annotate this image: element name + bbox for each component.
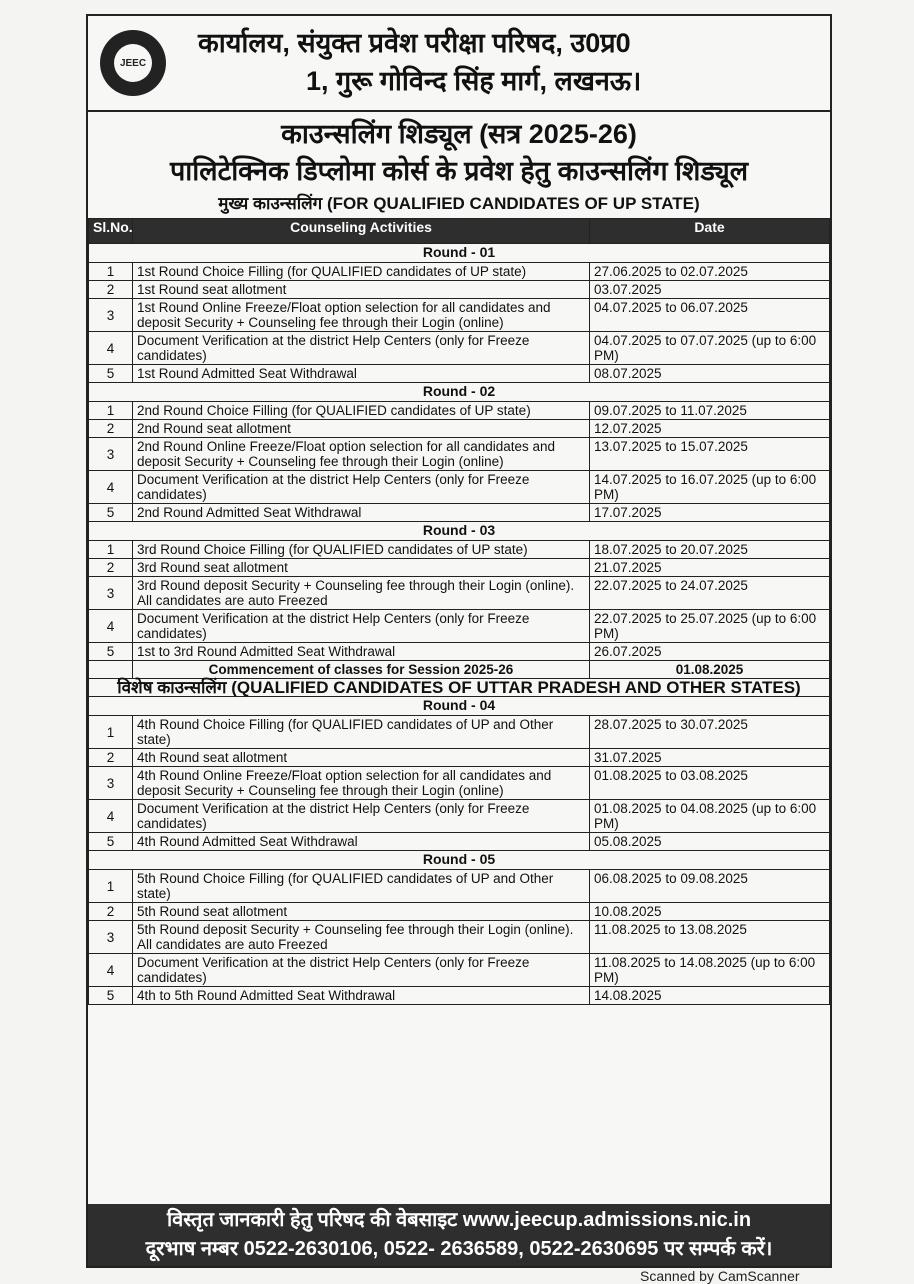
round-title: Round - 05 [89, 851, 830, 870]
cell-activity: Document Verification at the district Help Centers (only for Freeze candidates) [133, 332, 590, 365]
table-row [89, 903, 830, 921]
cell-sl-no: 1 [89, 402, 133, 420]
table-row [89, 800, 830, 833]
table-row [89, 870, 830, 903]
commencement-date: 01.08.2025 [590, 661, 830, 679]
cell-date: 18.07.2025 to 20.07.2025 [590, 541, 830, 559]
office-street: 1, गुरू गोविन्द सिंह मार्ग, लखनऊ। [306, 66, 642, 96]
cell-date: 21.07.2025 [590, 559, 830, 577]
table-row [89, 504, 830, 522]
cell-activity: 2nd Round seat allotment [133, 420, 590, 438]
commencement-row [89, 661, 830, 679]
table-row [89, 299, 830, 332]
cell-date: 22.07.2025 to 25.07.2025 (up to 6:00 PM) [590, 610, 830, 643]
cell-sl-no: 3 [89, 438, 133, 471]
table-row [89, 471, 830, 504]
cell-sl-no: 5 [89, 365, 133, 383]
cell-date: 28.07.2025 to 30.07.2025 [590, 716, 830, 749]
table-row [89, 954, 830, 987]
cell-sl-no: 5 [89, 987, 133, 1005]
table-row [89, 438, 830, 471]
table-row [89, 402, 830, 420]
cell-sl-no: 4 [89, 954, 133, 987]
cell-activity: 2nd Round Online Freeze/Float option selection for all candidates and deposit Security + Counseling fee through their Login (online) [133, 438, 590, 471]
table-row [89, 332, 830, 365]
cell-activity: 5th Round Choice Filling (for QUALIFIED candidates of UP and Other state) [133, 870, 590, 903]
cell-sl-no: 2 [89, 420, 133, 438]
special-counseling-heading: विशेष काउन्सलिंग (QUALIFIED CANDIDATES OF UTTAR PRADESH AND OTHER STATES) [89, 679, 830, 697]
cell-date: 03.07.2025 [590, 281, 830, 299]
cell-activity: 5th Round deposit Security + Counseling fee through their Login (online). All candidates are auto Freezed [133, 921, 590, 954]
round-title: Round - 01 [89, 244, 830, 263]
cell-activity: 4th Round seat allotment [133, 749, 590, 767]
contact-footer [88, 1204, 830, 1266]
cell-sl-no: 4 [89, 332, 133, 365]
table-row [89, 577, 830, 610]
round-heading-row [89, 697, 830, 716]
cell-sl-no: 3 [89, 577, 133, 610]
phone-line: दूरभाष नम्बर 0522-2630106, 0522- 2636589, 0522-2630695 पर सम्पर्क करें। [145, 1238, 773, 1260]
cell-sl-no: 2 [89, 281, 133, 299]
schedule-subtitle: पालिटेक्निक डिप्लोमा कोर्स के प्रवेश हेतु काउन्सलिंग शिड्यूल [169, 156, 749, 186]
cell-sl-no: 3 [89, 921, 133, 954]
cell-date: 12.07.2025 [590, 420, 830, 438]
notice-header [88, 16, 830, 112]
cell-date: 09.07.2025 to 11.07.2025 [590, 402, 830, 420]
table-row [89, 643, 830, 661]
commencement-label: Commencement of classes for Session 2025-26 [133, 661, 590, 679]
round-title: Round - 04 [89, 697, 830, 716]
table-row [89, 365, 830, 383]
cell-activity: 5th Round seat allotment [133, 903, 590, 921]
cell-date: 14.08.2025 [590, 987, 830, 1005]
table-row [89, 420, 830, 438]
cell-activity: Document Verification at the district Help Centers (only for Freeze candidates) [133, 610, 590, 643]
cell-activity: 1st Round Online Freeze/Float option selection for all candidates and deposit Security + Counseling fee through their Login (online) [133, 299, 590, 332]
cell-sl-no: 3 [89, 299, 133, 332]
cell-sl-no: 5 [89, 833, 133, 851]
main-counseling-heading: मुख्य काउन्सलिंग (FOR QUALIFIED CANDIDATES OF UP STATE) [218, 194, 700, 213]
table-row [89, 749, 830, 767]
cell-activity: 4th to 5th Round Admitted Seat Withdrawal [133, 987, 590, 1005]
table-row [89, 281, 830, 299]
table-row [89, 559, 830, 577]
round-title: Round - 02 [89, 383, 830, 402]
round-heading-row [89, 851, 830, 870]
col-header-activity: Counseling Activities [133, 219, 590, 244]
table-row [89, 610, 830, 643]
cell-date: 17.07.2025 [590, 504, 830, 522]
round-heading-row [89, 244, 830, 263]
website-line: विस्तृत जानकारी हेतु परिषद की वेबसाइट www.jeecup.admissions.nic.in [166, 1209, 752, 1231]
col-header-sl-no: Sl.No. [89, 219, 133, 244]
commencement-body [89, 661, 830, 697]
cell-sl-no: 5 [89, 504, 133, 522]
cell-sl-no: 2 [89, 559, 133, 577]
round-heading-row [89, 383, 830, 402]
cell-date: 13.07.2025 to 15.07.2025 [590, 438, 830, 471]
cell-date: 22.07.2025 to 24.07.2025 [590, 577, 830, 610]
cell-sl-no: 5 [89, 643, 133, 661]
cell-sl-no: 2 [89, 749, 133, 767]
cell-activity: 3rd Round deposit Security + Counseling fee through their Login (online). All candidates are auto Freezed [133, 577, 590, 610]
table-row [89, 987, 830, 1005]
jeec-logo [100, 30, 166, 96]
cell-activity: 3rd Round Choice Filling (for QUALIFIED candidates of UP state) [133, 541, 590, 559]
cell-date: 08.07.2025 [590, 365, 830, 383]
cell-date: 01.08.2025 to 03.08.2025 [590, 767, 830, 800]
table-row [89, 541, 830, 559]
table-row [89, 767, 830, 800]
office-name: कार्यालय, संयुक्त प्रवेश परीक्षा परिषद, उ0प्र0 [198, 28, 631, 58]
cell-sl-no: 1 [89, 263, 133, 281]
cell-activity: Document Verification at the district Help Centers (only for Freeze candidates) [133, 471, 590, 504]
cell-date: 01.08.2025 to 04.08.2025 (up to 6:00 PM) [590, 800, 830, 833]
cell-date: 14.07.2025 to 16.07.2025 (up to 6:00 PM) [590, 471, 830, 504]
table-row [89, 921, 830, 954]
table-row [89, 833, 830, 851]
notice-titles [88, 112, 830, 218]
cell-date: 05.08.2025 [590, 833, 830, 851]
cell-sl-no: 1 [89, 541, 133, 559]
cell-sl-no: 4 [89, 610, 133, 643]
cell-date: 04.07.2025 to 06.07.2025 [590, 299, 830, 332]
cell-sl-no: 2 [89, 903, 133, 921]
cell-date: 06.08.2025 to 09.08.2025 [590, 870, 830, 903]
office-address [198, 24, 828, 100]
cell-date: 04.07.2025 to 07.07.2025 (up to 6:00 PM) [590, 332, 830, 365]
table-row [89, 263, 830, 281]
round-title: Round - 03 [89, 522, 830, 541]
cell-date: 11.08.2025 to 13.08.2025 [590, 921, 830, 954]
cell-sl-no: 3 [89, 767, 133, 800]
cell-date: 27.06.2025 to 02.07.2025 [590, 263, 830, 281]
cell-activity: 3rd Round seat allotment [133, 559, 590, 577]
schedule-title: काउन्सलिंग शिड्यूल (सत्र 2025-26) [281, 119, 637, 149]
cell-activity: 4th Round Admitted Seat Withdrawal [133, 833, 590, 851]
col-header-date: Date [590, 219, 830, 244]
cell-activity: 4th Round Online Freeze/Float option selection for all candidates and deposit Security + Counseling fee through their Login (online) [133, 767, 590, 800]
cell-sl-no: 1 [89, 716, 133, 749]
cell-sl-no: 4 [89, 800, 133, 833]
cell-activity: 1st to 3rd Round Admitted Seat Withdrawal [133, 643, 590, 661]
table-row [89, 716, 830, 749]
cell-date: 11.08.2025 to 14.08.2025 (up to 6:00 PM) [590, 954, 830, 987]
cell-activity: 1st Round Choice Filling (for QUALIFIED candidates of UP state) [133, 263, 590, 281]
schedule-table [88, 218, 830, 1005]
cell-date: 10.08.2025 [590, 903, 830, 921]
cell-date: 31.07.2025 [590, 749, 830, 767]
cell-activity: 2nd Round Choice Filling (for QUALIFIED candidates of UP state) [133, 402, 590, 420]
logo-text: JEEC [114, 44, 152, 82]
cell-sl-no: 4 [89, 471, 133, 504]
cell-activity: 1st Round seat allotment [133, 281, 590, 299]
special-heading-row [89, 679, 830, 697]
cell-date: 26.07.2025 [590, 643, 830, 661]
cell-sl-no: 1 [89, 870, 133, 903]
notice-page [86, 14, 832, 1268]
commencement-blank [89, 661, 133, 679]
main-counseling-body [89, 244, 830, 661]
cell-activity: 4th Round Choice Filling (for QUALIFIED candidates of UP and Other state) [133, 716, 590, 749]
round-heading-row [89, 522, 830, 541]
table-header-row [89, 219, 830, 244]
special-counseling-body [89, 697, 830, 1005]
cell-activity: 1st Round Admitted Seat Withdrawal [133, 365, 590, 383]
cell-activity: Document Verification at the district Help Centers (only for Freeze candidates) [133, 954, 590, 987]
cell-activity: Document Verification at the district Help Centers (only for Freeze candidates) [133, 800, 590, 833]
cell-activity: 2nd Round Admitted Seat Withdrawal [133, 504, 590, 522]
scanner-watermark: Scanned by CamScanner [640, 1268, 800, 1284]
